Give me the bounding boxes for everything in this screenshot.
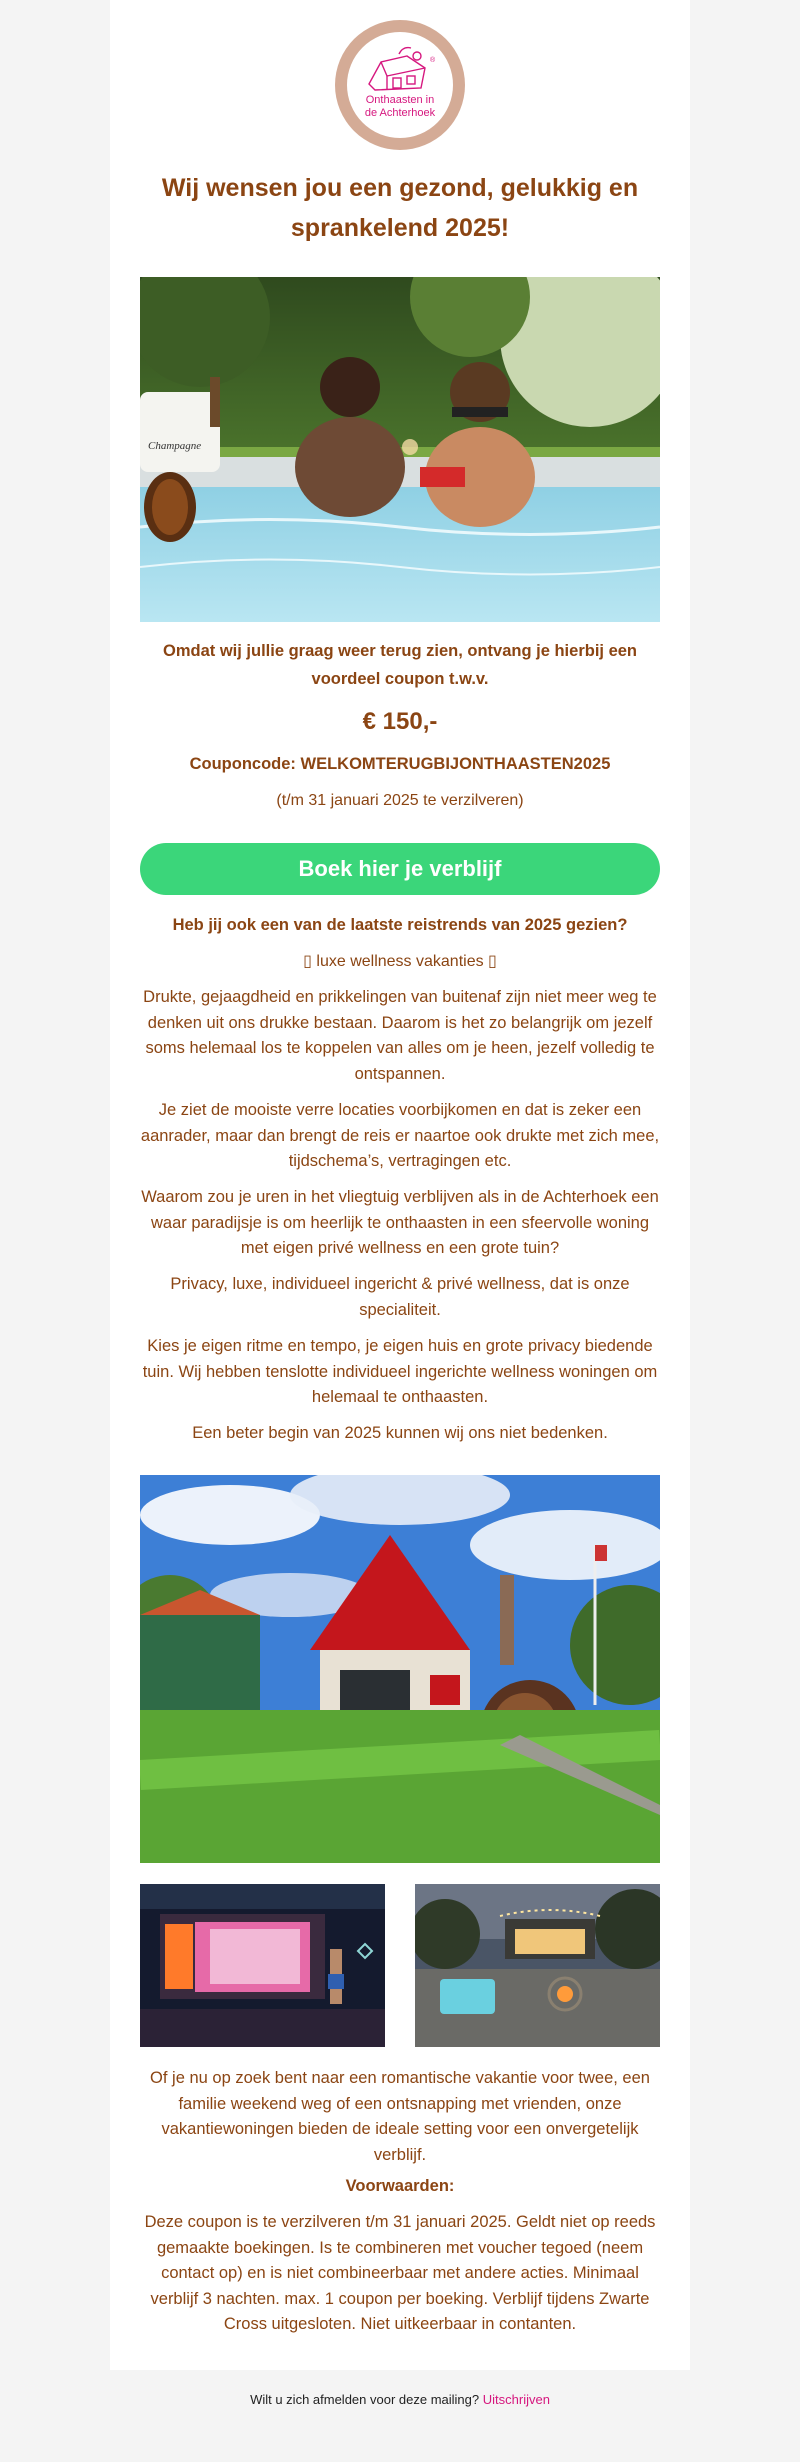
coupon-code: Couponcode: WELKOMTERUGBIJONTHAASTEN2025 [189,755,611,773]
footer-text: Wilt u zich afmelden voor deze mailing? [250,2392,480,2407]
trend-item [140,949,660,975]
logo-badge [347,32,453,138]
body-paragraph-1: Drukte, gejaagdheid en prikkelingen van buitenaf zijn niet meer weg te denken uit ons drukke bestaan. Daarom is het zo belangrijk om jezelf soms helemaal los te koppelen van alles om je heen, jezelf volledig te ontspannen. [143,988,657,1083]
conditions-text: Deze coupon is te verzilveren t/m 31 januari 2025. Geldt niet op reeds gemaakte boekingen. Is te combineren met voucher tegoed (neem contact op) en is niet combineerbaar met andere acties. Minimaal verblijf 3 nachten. max. 1 coupon per boeking. Verblijf tijdens Zwarte Cross uitgesloten. Niet uitkeerbaar in contanten. [144,2213,656,2333]
trends-heading: Heb jij ook een van de laatste reistrends van 2025 gezien? [172,916,628,934]
svg-text:Champagne: Champagne [148,440,202,452]
body-paragraph-2: Je ziet de mooiste verre locaties voorbijkomen en dat is zeker een aanrader, maar dan brengt de reis er naartoe ook drukte met zich mee, tijdschema’s, vertragingen etc. [140,1101,660,1170]
book-stay-button[interactable]: Boek hier je verblijf [140,843,660,895]
logo-text-line1: Onthaasten in [365,94,435,106]
svg-text:®: ® [430,57,436,64]
romantic-stay-text: Of je nu op zoek bent naar een romantische vakantie voor twee, een familie weekend weg of een ontsnapping met vrienden, onze vakantiewoningen bieden de ideale setting voor een onvergetelijk verblijf. [150,2069,650,2164]
holiday-house-image [140,1475,660,1863]
coupon-amount: € 150,- [362,708,438,735]
garden-night-image [415,1884,660,2047]
trend-right-icon: ▯ [488,953,497,970]
unsubscribe-link[interactable]: Uitschrijven [482,2392,550,2407]
unsubscribe-footer [0,2392,800,2407]
body-paragraph-5: Kies je eigen ritme en tempo, je eigen huis en grote privacy biedende tuin. Wij hebben tenslotte individueel ingerichte wellness woningen om helemaal te onthaasten. [142,1337,658,1406]
coupon-valid-until: (t/m 31 januari 2025 te verzilveren) [276,792,524,809]
body-paragraph-4: Privacy, luxe, individueel ingericht & privé wellness, dat is onze specialiteit. [170,1275,630,1319]
logo-text-line2: de Achterhoek [364,107,436,119]
body-paragraph-6: Een beter begin van 2025 kunnen wij ons niet bedenken. [192,1424,608,1442]
sauna-image [140,1884,385,2047]
hero-hottub-image [140,277,660,622]
trend-left-icon: ▯ [303,953,312,970]
house-logo-icon [347,32,453,138]
body-paragraph-3: Waarom zou je uren in het vliegtuig verblijven als in de Achterhoek een waar paradijsje is om heerlijk te onthaasten in een sfeervolle woning met eigen privé wellness en een grote tuin? [141,1188,659,1257]
page-title: Wij wensen jou een gezond, gelukkig en sprankelend 2025! [161,174,639,242]
brand-logo [335,20,465,150]
coupon-intro: Omdat wij jullie graag weer terug zien, ontvang je hierbij een voordeel coupon t.w.v. [162,642,638,688]
conditions-heading: Voorwaarden: [345,2177,455,2195]
trend-item-label: luxe wellness vakanties [316,953,484,970]
